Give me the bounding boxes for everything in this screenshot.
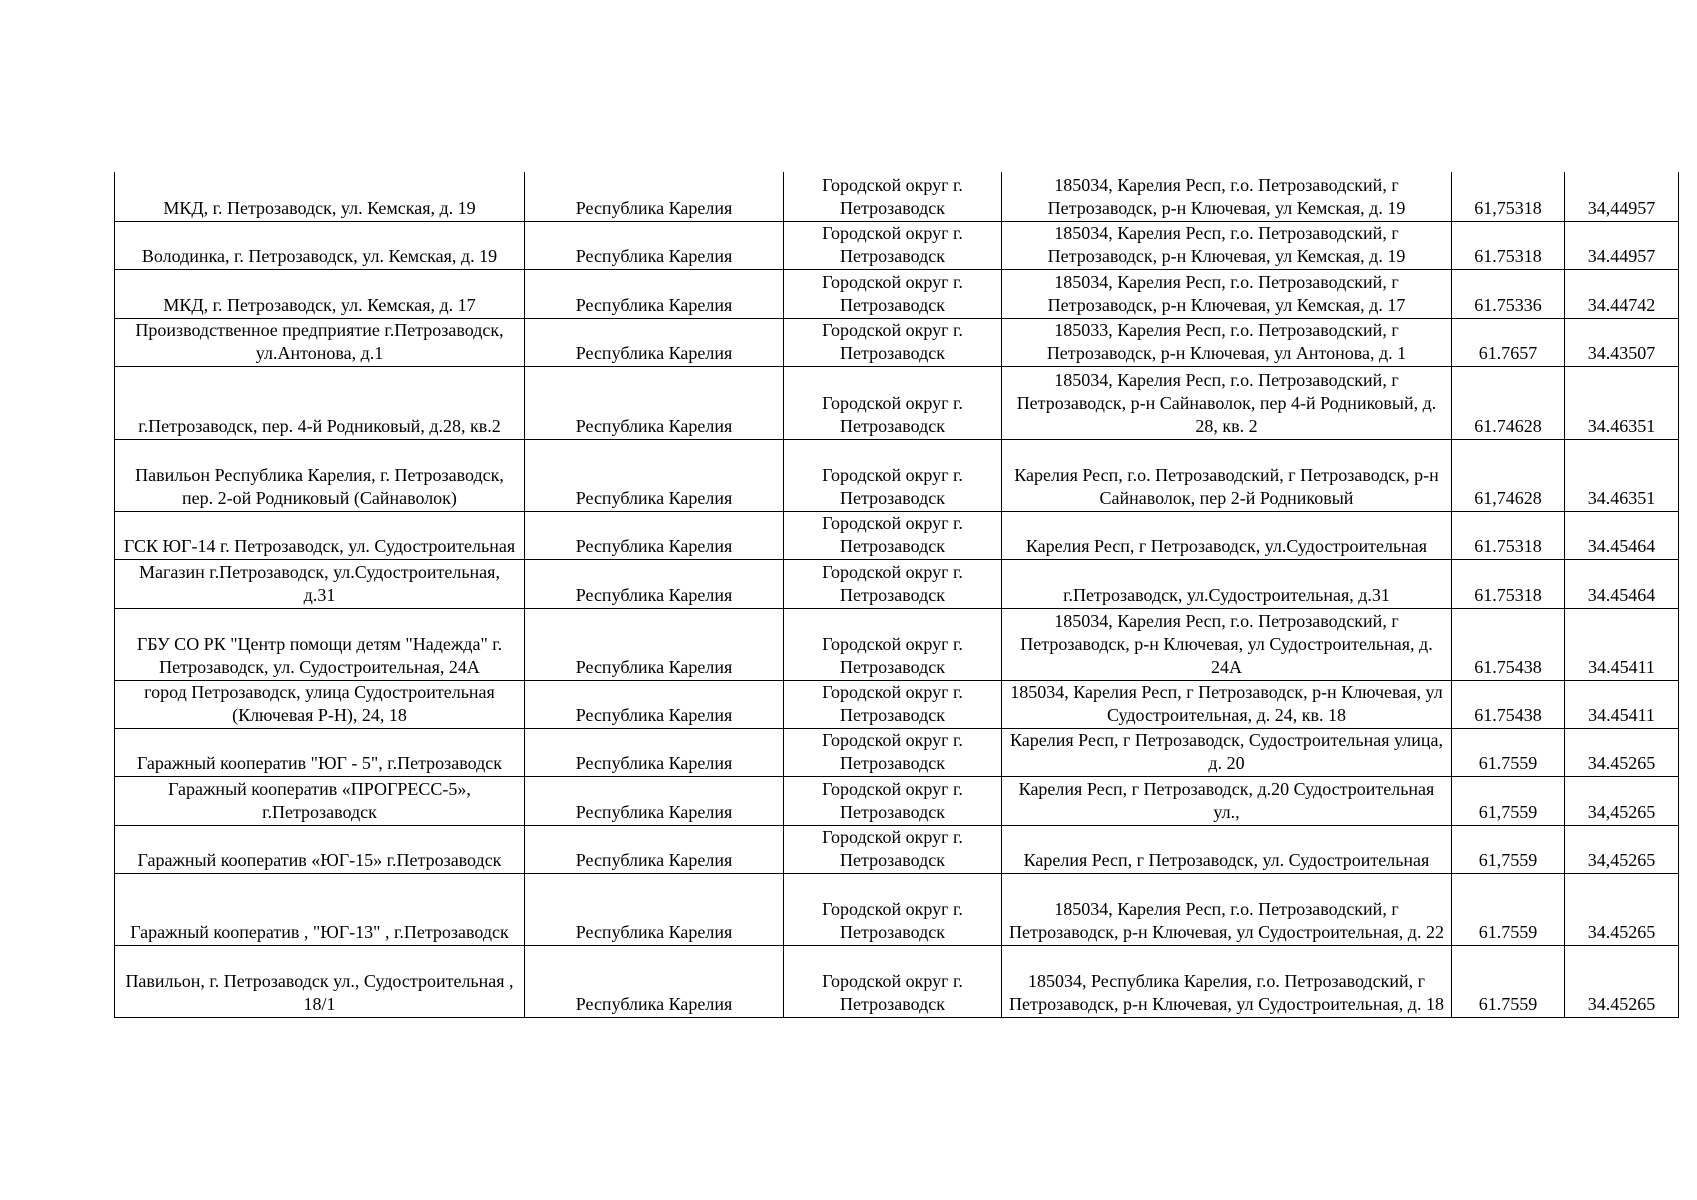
cell-latitude: 61.7657 <box>1452 318 1565 366</box>
cell-address: 185034, Карелия Респ, г.о. Петрозаводский, г Петрозаводск, р-н Ключевая, ул Судостроительная, д. 24А <box>1002 608 1452 680</box>
cell-longitude: 34.45411 <box>1565 680 1679 728</box>
cell-longitude: 34.45464 <box>1565 511 1679 559</box>
cell-object-name: Гаражный кооператив , "ЮГ-13" , г.Петрозаводск <box>115 873 525 945</box>
table-row <box>115 728 1679 776</box>
cell-longitude: 34.45464 <box>1565 559 1679 608</box>
cell-address: 185034, Карелия Респ, г.о. Петрозаводский, г Петрозаводск, р-н Ключевая, ул Судостроительная, д. 22 <box>1002 873 1452 945</box>
cell-longitude: 34,44957 <box>1565 172 1679 221</box>
cell-object-name: Павильон, г. Петрозаводск ул., Судостроительная , 18/1 <box>115 945 525 1017</box>
cell-district: Городской округ г. Петрозаводск <box>784 776 1002 825</box>
cell-region: Республика Карелия <box>525 680 784 728</box>
table-body <box>115 172 1679 1017</box>
cell-region: Республика Карелия <box>525 439 784 511</box>
cell-region: Республика Карелия <box>525 366 784 439</box>
cell-region: Республика Карелия <box>525 728 784 776</box>
cell-latitude: 61.75438 <box>1452 608 1565 680</box>
cell-longitude: 34,45265 <box>1565 776 1679 825</box>
cell-address: Карелия Респ, г Петрозаводск, ул. Судостроительная <box>1002 825 1452 873</box>
cell-address: 185034, Карелия Респ, г.о. Петрозаводский, г Петрозаводск, р-н Ключевая, ул Кемская, д. 17 <box>1002 269 1452 318</box>
cell-latitude: 61.75336 <box>1452 269 1565 318</box>
table-row <box>115 269 1679 318</box>
cell-object-name: Производственное предприятие г.Петрозаводск, ул.Антонова, д.1 <box>115 318 525 366</box>
cell-district: Городской округ г. Петрозаводск <box>784 221 1002 269</box>
cell-district: Городской округ г. Петрозаводск <box>784 318 1002 366</box>
cell-object-name: МКД, г. Петрозаводск, ул. Кемская, д. 17 <box>115 269 525 318</box>
cell-longitude: 34,45265 <box>1565 825 1679 873</box>
cell-region: Республика Карелия <box>525 608 784 680</box>
table-row <box>115 873 1679 945</box>
table-row <box>115 318 1679 366</box>
cell-latitude: 61,74628 <box>1452 439 1565 511</box>
cell-longitude: 34.46351 <box>1565 439 1679 511</box>
cell-address: г.Петрозаводск, ул.Судостроительная, д.31 <box>1002 559 1452 608</box>
cell-district: Городской округ г. Петрозаводск <box>784 559 1002 608</box>
cell-latitude: 61.75318 <box>1452 221 1565 269</box>
table-row <box>115 945 1679 1017</box>
cell-latitude: 61.7559 <box>1452 728 1565 776</box>
table-row <box>115 221 1679 269</box>
cell-address: Карелия Респ, г.о. Петрозаводский, г Петрозаводск, р-н Сайнаволок, пер 2-й Родниковый <box>1002 439 1452 511</box>
cell-address: 185034, Республика Карелия, г.о. Петрозаводский, г Петрозаводск, р-н Ключевая, ул Судостроительная, д. 18 <box>1002 945 1452 1017</box>
cell-object-name: ГСК ЮГ-14 г. Петрозаводск, ул. Судостроительная <box>115 511 525 559</box>
cell-latitude: 61.7559 <box>1452 945 1565 1017</box>
cell-region: Республика Карелия <box>525 825 784 873</box>
cell-object-name: Магазин г.Петрозаводск, ул.Судостроительная, д.31 <box>115 559 525 608</box>
cell-district: Городской округ г. Петрозаводск <box>784 873 1002 945</box>
cell-district: Городской округ г. Петрозаводск <box>784 439 1002 511</box>
cell-object-name: Гаражный кооператив «ЮГ-15» г.Петрозаводск <box>115 825 525 873</box>
cell-address: 185034, Карелия Респ, г Петрозаводск, р-н Ключевая, ул Судостроительная, д. 24, кв. 18 <box>1002 680 1452 728</box>
cell-longitude: 34.44742 <box>1565 269 1679 318</box>
cell-object-name: Гаражный кооператив «ПРОГРЕСС-5», г.Петрозаводск <box>115 776 525 825</box>
table-row <box>115 825 1679 873</box>
cell-region: Республика Карелия <box>525 318 784 366</box>
cell-longitude: 34.46351 <box>1565 366 1679 439</box>
table-row <box>115 608 1679 680</box>
table-row <box>115 776 1679 825</box>
cell-region: Республика Карелия <box>525 873 784 945</box>
cell-object-name: Володинка, г. Петрозаводск, ул. Кемская, д. 19 <box>115 221 525 269</box>
cell-object-name: Гаражный кооператив "ЮГ - 5", г.Петрозаводск <box>115 728 525 776</box>
cell-district: Городской округ г. Петрозаводск <box>784 728 1002 776</box>
cell-address: 185034, Карелия Респ, г.о. Петрозаводский, г Петрозаводск, р-н Сайнаволок, пер 4-й Родниковый, д. 28, кв. 2 <box>1002 366 1452 439</box>
cell-district: Городской округ г. Петрозаводск <box>784 825 1002 873</box>
cell-object-name: Павильон Республика Карелия, г. Петрозаводск, пер. 2-ой Родниковый (Сайнаволок) <box>115 439 525 511</box>
cell-district: Городской округ г. Петрозаводск <box>784 269 1002 318</box>
cell-latitude: 61.7559 <box>1452 873 1565 945</box>
cell-district: Городской округ г. Петрозаводск <box>784 511 1002 559</box>
cell-address: 185033, Карелия Респ, г.о. Петрозаводский, г Петрозаводск, р-н Ключевая, ул Антонова, д. 1 <box>1002 318 1452 366</box>
cell-latitude: 61.75438 <box>1452 680 1565 728</box>
cell-address: 185034, Карелия Респ, г.о. Петрозаводский, г Петрозаводск, р-н Ключевая, ул Кемская, д. 19 <box>1002 172 1452 221</box>
cell-object-name: г.Петрозаводск, пер. 4-й Родниковый, д.28, кв.2 <box>115 366 525 439</box>
cell-longitude: 34.45265 <box>1565 945 1679 1017</box>
cell-district: Городской округ г. Петрозаводск <box>784 172 1002 221</box>
cell-object-name: город Петрозаводск, улица Судостроительная (Ключевая Р-Н), 24, 18 <box>115 680 525 728</box>
locations-table <box>114 172 1679 1018</box>
cell-region: Республика Карелия <box>525 945 784 1017</box>
cell-address: Карелия Респ, г Петрозаводск, д.20 Судостроительная ул., <box>1002 776 1452 825</box>
table-row <box>115 172 1679 221</box>
cell-district: Городской округ г. Петрозаводск <box>784 608 1002 680</box>
cell-object-name: ГБУ СО РК "Центр помощи детям "Надежда" г. Петрозаводск, ул. Судостроительная, 24А <box>115 608 525 680</box>
cell-longitude: 34.45265 <box>1565 873 1679 945</box>
cell-latitude: 61.75318 <box>1452 559 1565 608</box>
cell-latitude: 61,7559 <box>1452 825 1565 873</box>
cell-object-name: МКД, г. Петрозаводск, ул. Кемская, д. 19 <box>115 172 525 221</box>
cell-latitude: 61,7559 <box>1452 776 1565 825</box>
cell-address: 185034, Карелия Респ, г.о. Петрозаводский, г Петрозаводск, р-н Ключевая, ул Кемская, д. 19 <box>1002 221 1452 269</box>
cell-district: Городской округ г. Петрозаводск <box>784 945 1002 1017</box>
table-row <box>115 559 1679 608</box>
cell-district: Городской округ г. Петрозаводск <box>784 366 1002 439</box>
cell-address: Карелия Респ, г Петрозаводск, ул.Судостроительная <box>1002 511 1452 559</box>
cell-region: Республика Карелия <box>525 172 784 221</box>
cell-longitude: 34.44957 <box>1565 221 1679 269</box>
cell-longitude: 34.43507 <box>1565 318 1679 366</box>
cell-longitude: 34.45411 <box>1565 608 1679 680</box>
table-row <box>115 680 1679 728</box>
cell-region: Республика Карелия <box>525 511 784 559</box>
cell-region: Республика Карелия <box>525 559 784 608</box>
cell-address: Карелия Респ, г Петрозаводск, Судостроительная улица, д. 20 <box>1002 728 1452 776</box>
cell-region: Республика Карелия <box>525 269 784 318</box>
cell-district: Городской округ г. Петрозаводск <box>784 680 1002 728</box>
cell-region: Республика Карелия <box>525 221 784 269</box>
table-row <box>115 511 1679 559</box>
cell-latitude: 61.75318 <box>1452 511 1565 559</box>
cell-latitude: 61,75318 <box>1452 172 1565 221</box>
cell-longitude: 34.45265 <box>1565 728 1679 776</box>
table-row <box>115 439 1679 511</box>
cell-latitude: 61.74628 <box>1452 366 1565 439</box>
table-row <box>115 366 1679 439</box>
cell-region: Республика Карелия <box>525 776 784 825</box>
